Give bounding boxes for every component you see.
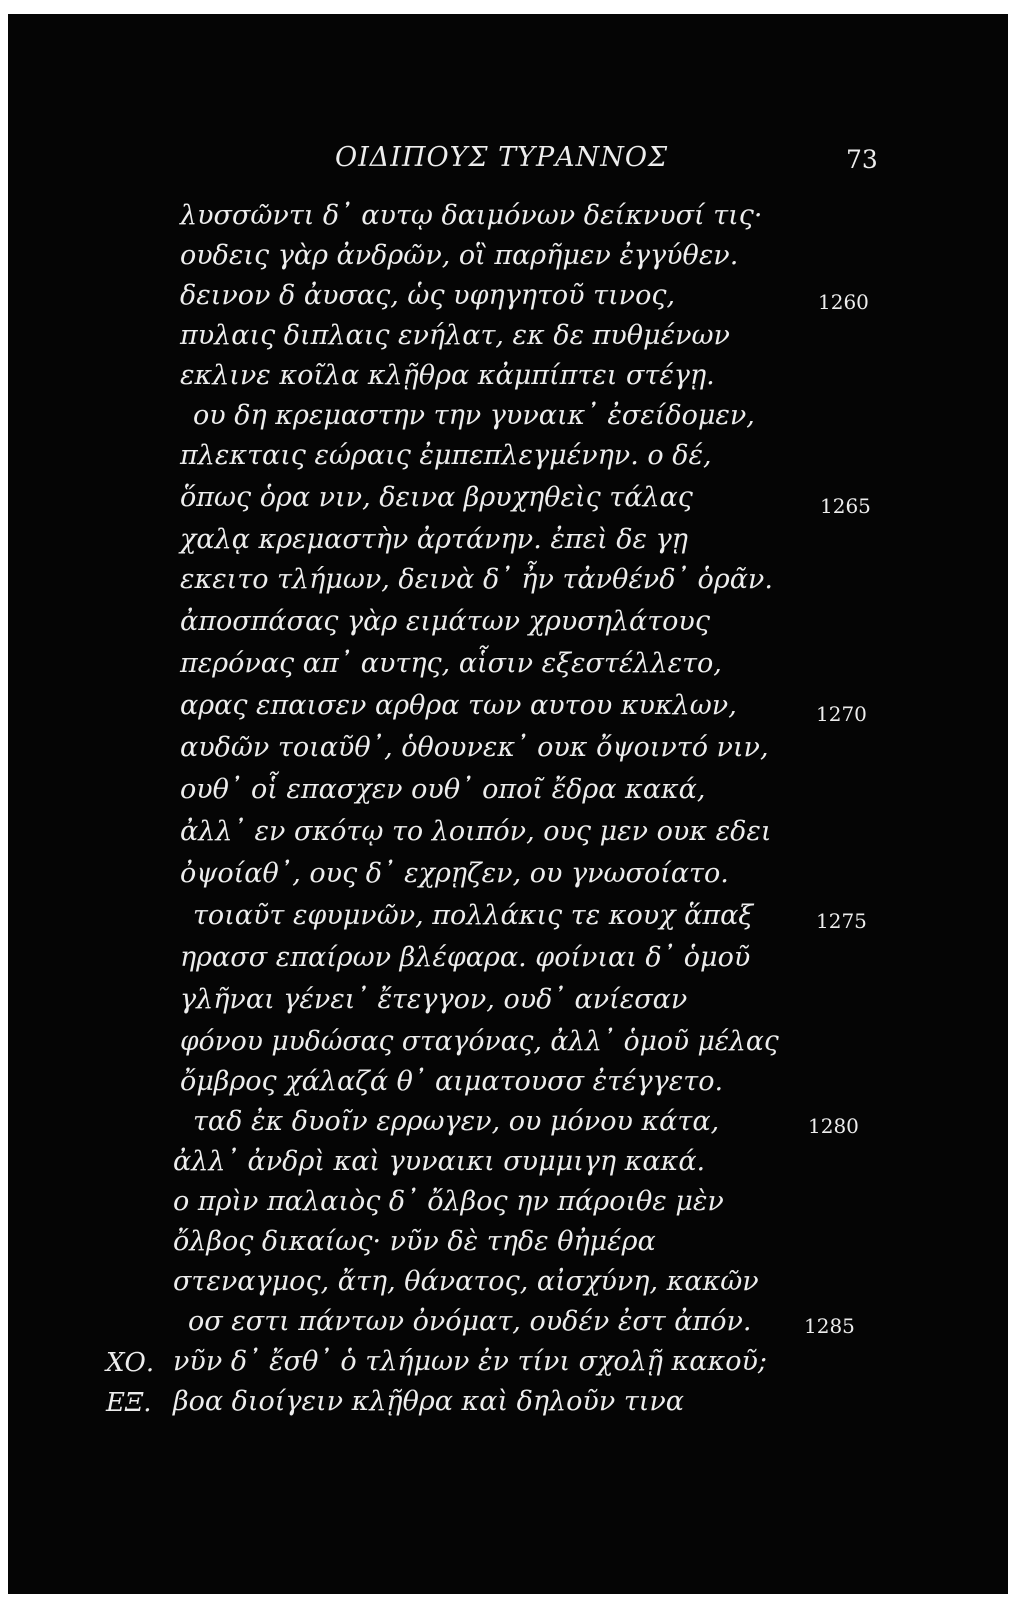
verse-line: νῦν δ᾽ ἔσθ᾽ ὁ τλήμων ἐν τίνι σχολῇ κακοῦ; — [173, 1346, 767, 1377]
verse-line: ηρασσ επαίρων βλέφαρα. φοίνιαι δ᾽ ὁμοῦ — [180, 942, 751, 973]
verse-line: στεναγμος, ἄτη, θάνατος, αἰσχύνη, κακῶν — [173, 1266, 759, 1297]
verse-line: δεινον δ ἀυσας, ὡς υφηγητοῦ τινος, — [180, 280, 676, 311]
verse-line: ὄμβρος χάλαζά θ᾽ αιματουσσ ἐτέγγετο. — [180, 1066, 724, 1097]
text-panel — [8, 14, 1008, 1594]
verse-line: ἀποσπάσας γὰρ ειμάτων χρυσηλάτους — [180, 606, 710, 637]
line-number: 1270 — [816, 702, 867, 726]
verse-line: πυλαις διπλαις ενήλατ, εκ δε πυθμένων — [180, 320, 730, 351]
verse-line: περόνας απ᾽ αυτης, αἷσιν εξεστέλλετο, — [180, 648, 722, 679]
verse-line: αυδῶν τοιαῦθ᾽, ὁθουνεκ᾽ ουκ ὄψοιντό νιν, — [180, 732, 769, 763]
verse-line: ουδεις γὰρ ἀνδρῶν, οἳ παρῆμεν ἐγγύθεν. — [180, 240, 739, 271]
speaker-label: ΧΟ. — [106, 1348, 155, 1378]
verse-line: ἀλλ᾽ ἀνδρὶ καὶ γυναικι συμμιγη κακά. — [173, 1146, 706, 1177]
verse-line: ὄλβος δικαίως· νῦν δὲ τηδε θἠμέρα — [173, 1226, 656, 1257]
running-title: ΟΙΔΙΠΟΥΣ ΤΥΡΑΝΝΟΣ — [335, 142, 669, 173]
verse-line: εκειτο τλήμων, δεινὰ δ᾽ ἦν τἀνθένδ᾽ ὁρᾶν. — [180, 564, 773, 595]
verse-line: εκλινε κοῖλα κλῇθρα κἀμπίπτει στέγῃ. — [180, 360, 715, 391]
verse-line: ἀλλ᾽ εν σκότῳ το λοιπόν, ους μεν ουκ εδει — [180, 816, 772, 847]
line-number: 1265 — [820, 494, 871, 518]
line-number: 1275 — [816, 909, 867, 933]
verse-line: γλῆναι γένει᾽ ἔτεγγον, ουδ᾽ ανίεσαν — [180, 984, 688, 1015]
verse-line: πλεκταις εώραις ἐμπεπλεγμένην. ο δέ, — [180, 440, 712, 471]
page-number: 73 — [846, 145, 878, 174]
verse-line: ὅπως ὁρα νιν, δεινα βρυχηθεὶς τάλας — [180, 482, 693, 513]
verse-line: ὀψοίαθ᾽, ους δ᾽ εχρῃζεν, ου γνωσοίατο. — [180, 858, 729, 889]
verse-line: φόνου μυδώσας σταγόνας, ἀλλ᾽ ὁμοῦ μέλας — [180, 1026, 779, 1057]
line-number: 1285 — [804, 1314, 855, 1338]
verse-line: ουθ᾽ οἷ επασχεν ουθ᾽ οποῖ ἔδρα κακά, — [180, 774, 706, 805]
verse-line: ο πρὶν παλαιὸς δ᾽ ὄλβος ην πάροιθε μὲν — [173, 1186, 724, 1217]
speaker-label: ΕΞ. — [106, 1388, 152, 1418]
verse-line: οσ εστι πάντων ὀνόματ, ουδέν ἐστ ἀπόν. — [188, 1306, 752, 1337]
verse-line: λυσσῶντι δ᾽ αυτῳ δαιμόνων δείκνυσί τις· — [180, 200, 763, 231]
verse-line: τοιαῦτ εφυμνῶν, πολλάκις τε κουχ ἅπαξ — [193, 900, 754, 931]
verse-line: βοα διοίγειν κλῇθρα καὶ δηλοῦν τινα — [173, 1386, 684, 1417]
verse-line: χαλᾳ κρεμαστὴν ἀρτάνην. ἐπεὶ δε γῃ — [180, 524, 688, 555]
verse-line: ταδ ἐκ δυοῖν ερρωγεν, ου μόνου κάτα, — [193, 1106, 720, 1137]
line-number: 1280 — [808, 1114, 859, 1138]
verse-line: αρας επαισεν αρθρα των αυτου κυκλων, — [180, 690, 737, 721]
verse-line: ου δη κρεμαστην την γυναικ᾽ ἐσείδομεν, — [193, 400, 755, 431]
line-number: 1260 — [818, 290, 869, 314]
